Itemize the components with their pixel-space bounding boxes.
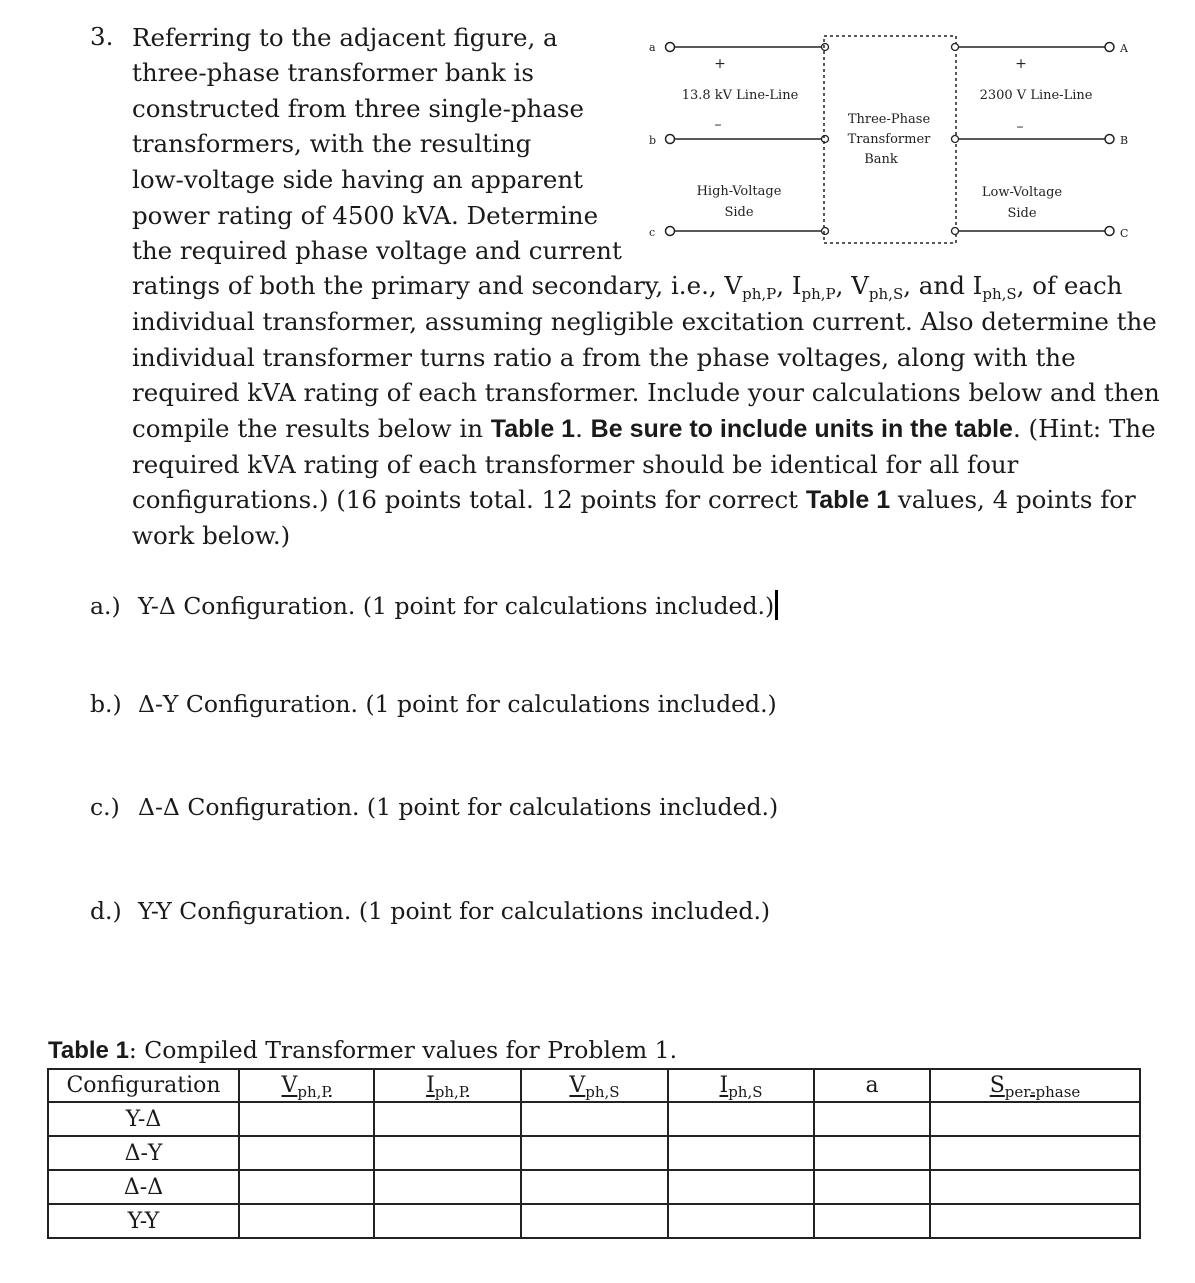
table-cell[interactable]: [374, 1204, 521, 1238]
table-cell[interactable]: [239, 1204, 374, 1238]
table-cell[interactable]: [668, 1170, 814, 1204]
bank-node-lv-b: [952, 136, 959, 143]
bank-node-hv-b: [822, 136, 829, 143]
problem-line-9: individual transformer, assuming negligible excitation current. Also determine the: [132, 307, 1157, 336]
table-cell[interactable]: [930, 1170, 1140, 1204]
terminal-b-node: [666, 135, 675, 144]
table-cell[interactable]: [374, 1102, 521, 1136]
problem-line-11: required kVA rating of each transformer. Include your calculations below and then: [132, 378, 1160, 407]
table-row: [48, 1170, 1140, 1204]
terminal-C-label: C: [1120, 227, 1129, 240]
table-cell[interactable]: [374, 1170, 521, 1204]
table-cell[interactable]: [668, 1102, 814, 1136]
terminal-A-label: A: [1120, 42, 1128, 55]
problem-line-3: constructed from three single-phase: [132, 94, 584, 123]
header-iph-p: $I_{ph,P}$: [374, 1069, 521, 1102]
table-cell[interactable]: [521, 1102, 668, 1136]
lv-minus-sign: –: [1016, 119, 1024, 135]
header-vph-s: $V_{ph,S}$: [521, 1069, 668, 1102]
table-header-row: [48, 1069, 1140, 1102]
header-s-per-phase: $S_{per-phase}$: [930, 1069, 1140, 1102]
hv-plus-sign: +: [714, 56, 726, 72]
text-cursor: [775, 590, 778, 620]
transformer-bank-figure: [640, 28, 1140, 253]
hv-side-label-2: Side: [724, 205, 754, 220]
table-cell[interactable]: [374, 1136, 521, 1170]
problem-line-4: transformers, with the resulting: [132, 129, 532, 158]
terminal-c-label: c: [649, 226, 656, 239]
table-row: [48, 1204, 1140, 1238]
terminal-B-label: B: [1120, 134, 1129, 147]
problem-line-6: power rating of 4500 kVA. Determine: [132, 201, 599, 230]
terminal-a-node: [666, 43, 675, 52]
part-a: a.) Y-Δ Configuration. (1 point for calculations included.): [90, 590, 778, 620]
table-cell[interactable]: [239, 1170, 374, 1204]
problem-line-8: ratings of both the primary and secondary, i.e., $V_{ph,P}$, $I_{ph,P}$, $V_{ph,S}$, and $I_{ph,S}$, of each: [132, 271, 1123, 303]
table-cell[interactable]: [239, 1102, 374, 1136]
bank-node-lv-c: [952, 228, 959, 235]
part-c: c.) Δ-Δ Configuration. (1 point for calculations included.): [90, 793, 779, 821]
row-config-label: Y-Y: [48, 1204, 239, 1238]
table-row: [48, 1136, 1140, 1170]
table-cell[interactable]: [521, 1204, 668, 1238]
terminal-A-node: [1105, 43, 1114, 52]
table-cell[interactable]: [814, 1204, 930, 1238]
header-configuration: Configuration: [48, 1069, 239, 1102]
problem-line-15: work below.): [132, 521, 291, 550]
table-cell[interactable]: [814, 1102, 930, 1136]
part-b: b.) Δ-Y Configuration. (1 point for calculations included.): [90, 690, 777, 718]
hv-side-label-1: High-Voltage: [696, 184, 782, 199]
terminal-a-label: a: [649, 41, 656, 54]
table-caption: Table 1: Compiled Transformer values for Problem 1.: [48, 1036, 678, 1064]
lv-voltage-label: 2300 V Line-Line: [979, 88, 1093, 103]
table-cell[interactable]: [930, 1136, 1140, 1170]
part-d: d.) Y-Y Configuration. (1 point for calculations included.): [90, 897, 771, 925]
terminal-C-node: [1105, 227, 1114, 236]
table-cell[interactable]: [814, 1136, 930, 1170]
problem-line-5: low-voltage side having an apparent: [132, 165, 583, 194]
table-cell[interactable]: [930, 1204, 1140, 1238]
header-iph-s: $I_{ph,S}$: [668, 1069, 814, 1102]
problem-line-13: required kVA rating of each transformer should be identical for all four: [132, 450, 1019, 479]
header-vph-p: $V_{ph,P}$: [239, 1069, 374, 1102]
problem-line-12: compile the results below in Table 1. Be sure to include units in the table. (Hint: The: [132, 414, 1156, 443]
row-config-label: Δ-Δ: [48, 1170, 239, 1204]
table-cell[interactable]: [668, 1136, 814, 1170]
lv-side-label-2: Side: [1007, 206, 1037, 221]
table-cell[interactable]: [668, 1204, 814, 1238]
table-row: [48, 1102, 1140, 1136]
bank-label-1: Three-Phase: [847, 112, 931, 127]
problem-line-2: three-phase transformer bank is: [132, 58, 534, 87]
table-cell[interactable]: [814, 1170, 930, 1204]
problem-line-10: individual transformer turns ratio a from the phase voltages, along with the: [132, 343, 1076, 372]
row-config-label: Y-Δ: [48, 1102, 239, 1136]
problem-number: 3.: [90, 22, 114, 51]
bank-node-lv-a: [952, 44, 959, 51]
bank-label-3: Bank: [864, 152, 898, 167]
terminal-B-node: [1105, 135, 1114, 144]
table-cell[interactable]: [521, 1136, 668, 1170]
bank-node-hv-a: [822, 44, 829, 51]
hv-minus-sign: –: [714, 117, 722, 133]
hv-voltage-label: 13.8 kV Line-Line: [681, 88, 799, 103]
lv-plus-sign: +: [1015, 56, 1027, 72]
problem-line-1: Referring to the adjacent figure, a: [132, 23, 558, 52]
table-cell[interactable]: [930, 1102, 1140, 1136]
problem-line-7: the required phase voltage and current: [132, 236, 622, 265]
row-config-label: Δ-Y: [48, 1136, 239, 1170]
bank-node-hv-c: [822, 228, 829, 235]
lv-side-label-1: Low-Voltage: [981, 185, 1063, 200]
terminal-b-label: b: [649, 134, 657, 147]
problem-line-14: configurations.) (16 points total. 12 points for correct Table 1 values, 4 points for: [132, 485, 1136, 514]
table-cell[interactable]: [521, 1170, 668, 1204]
terminal-c-node: [666, 227, 675, 236]
table-cell[interactable]: [239, 1136, 374, 1170]
bank-label-2: Transformer: [847, 132, 931, 147]
results-table: [47, 1068, 1141, 1239]
header-a: a: [814, 1069, 930, 1102]
